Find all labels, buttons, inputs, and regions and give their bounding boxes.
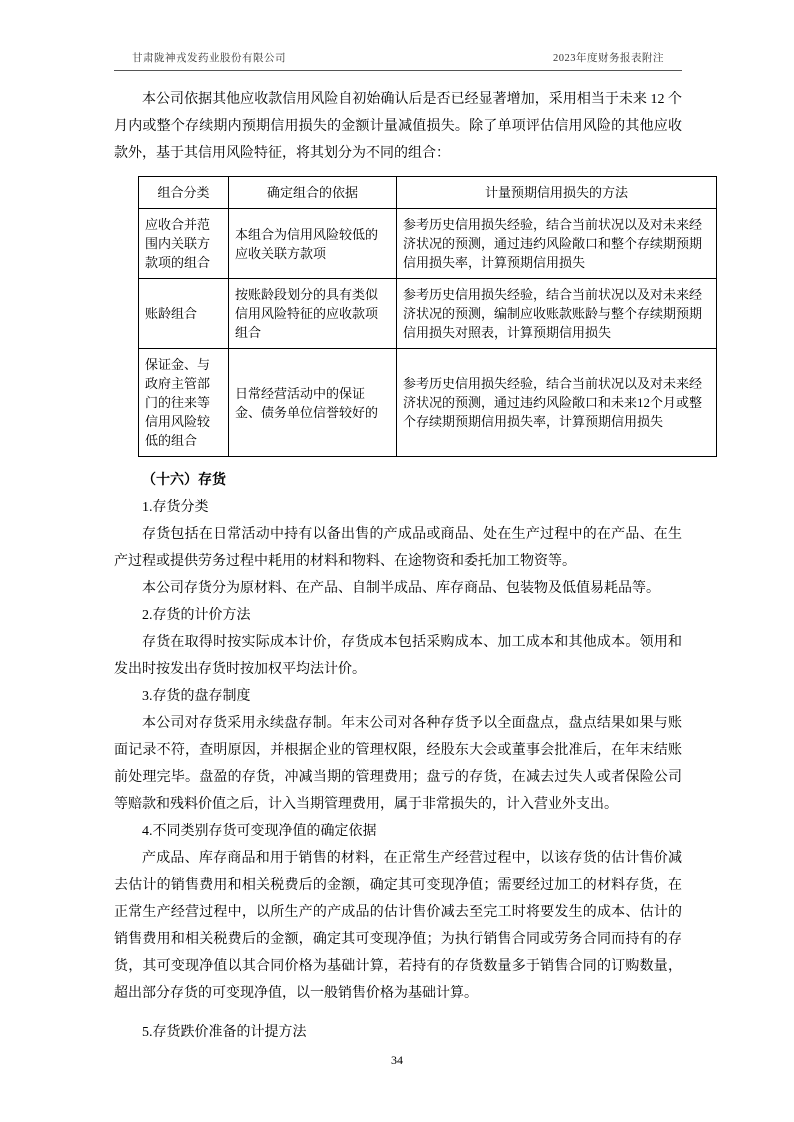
paragraph-inventory-scope: 存货包括在日常活动中持有以备出售的产成品或商品、处在生产过程中的在产品、在生产过程或提供劳务过程中耗用的材料和物料、在途物资和委托加工物资等。 [114,527,682,569]
col-header-basis: 确定组合的依据 [229,177,397,209]
paragraph-valuation-method: 存货在取得时按实际成本计价，存货成本包括采购成本、加工成本和其他成本。领用和发出时按发出存货时按加权平均法计价。 [114,635,682,677]
subheading-inventory-system: 3.存货的盘存制度 [142,689,251,704]
subheading-inventory-classification: 1.存货分类 [142,500,209,515]
subheading-valuation-method: 2.存货的计价方法 [142,608,251,623]
col-header-portfolio-class: 组合分类 [139,177,229,209]
cell-method: 参考历史信用损失经验，结合当前状况以及对未来经济状况的预测，编制应收账款账龄与整个存续期预期信用损失对照表，计算预期信用损失 [397,279,717,349]
paragraph-inventory-system: 本公司对存货采用永续盘存制。年末公司对各种存货予以全面盘点，盘点结果如果与账面记录不符，查明原因，并根据企业的管理权限，经股东大会或董事会批准后，在年末结账前处理完毕。盘盈的存货，冲减当期的管理费用；盘亏的存货，在减去过失人或者保险公司等赔款和残料价值之后，计入当期管理费用，属于非常损失的，计入营业外支出。 [114,716,682,812]
header-doc-title: 2023年度财务报表附注 [553,53,664,64]
page-number: 34 [391,1053,403,1067]
header-rule [114,70,682,71]
table-row [139,209,717,279]
page-header [114,50,682,65]
cell-method: 参考历史信用损失经验，结合当前状况以及对未来经济状况的预测，通过违约风险敞口和整个存续期预期信用损失率，计算预期信用损失 [397,209,717,279]
header-company-name: 甘肃陇神戎发药业股份有限公司 [132,53,286,64]
section-heading-inventory: （十六）存货 [142,473,226,488]
cell-method: 参考历史信用损失经验，结合当前状况以及对未来经济状况的预测，通过违约风险敞口和未来12个月或整个存续期预期信用损失率，计算预期信用损失 [397,349,717,457]
credit-portfolio-table [138,176,717,457]
cell-portfolio-class: 保证金、与政府主管部门的往来等信用风险较低的组合 [139,349,229,457]
cell-basis: 日常经营活动中的保证金、债务单位信誉较好的 [229,349,397,457]
col-header-method: 计量预期信用损失的方法 [397,177,717,209]
subheading-impairment-provision: 5.存货跌价准备的计提方法 [142,1025,307,1040]
subheading-nrv-basis: 4.不同类别存货可变现净值的确定依据 [142,824,377,839]
table-header-row [139,177,717,209]
paragraph-nrv-basis: 产成品、库存商品和用于销售的材料，在正常生产经营过程中，以该存货的估计售价减去估计的销售费用和相关税费后的金额，确定其可变现净值；需要经过加工的材料存货，在正常生产经营过程中，以所生产的产成品的估计售价减去至完工时将要发生的成本、估计的销售费用和相关税费后的金额，确定其可变现净值；为执行销售合同或劳务合同而持有的存货，其可变现净值以其合同价格为基础计算，若持有的存货数量多于销售合同的订购数量，超出部分存货的可变现净值，以一般销售价格为基础计算。 [114,851,682,1001]
cell-portfolio-class: 应收合并范围内关联方款项的组合 [139,209,229,279]
intro-paragraph: 本公司依据其他应收款信用风险自初始确认后是否已经显著增加，采用相当于未来 12 个月内或整个存续期内预期信用损失的金额计量减值损失。除了单项评估信用风险的其他应收款外，基于其信用风险特征，将其划分为不同的组合： [114,92,682,161]
cell-portfolio-class: 账龄组合 [139,279,229,349]
table-row [139,349,717,457]
cell-basis: 本组合为信用风险较低的应收关联方款项 [229,209,397,279]
cell-basis: 按账龄段划分的具有类似信用风险特征的应收款项组合 [229,279,397,349]
paragraph-inventory-categories: 本公司存货分为原材料、在产品、自制半成品、库存商品、包装物及低值易耗品等。 [142,581,660,596]
table-row [139,279,717,349]
